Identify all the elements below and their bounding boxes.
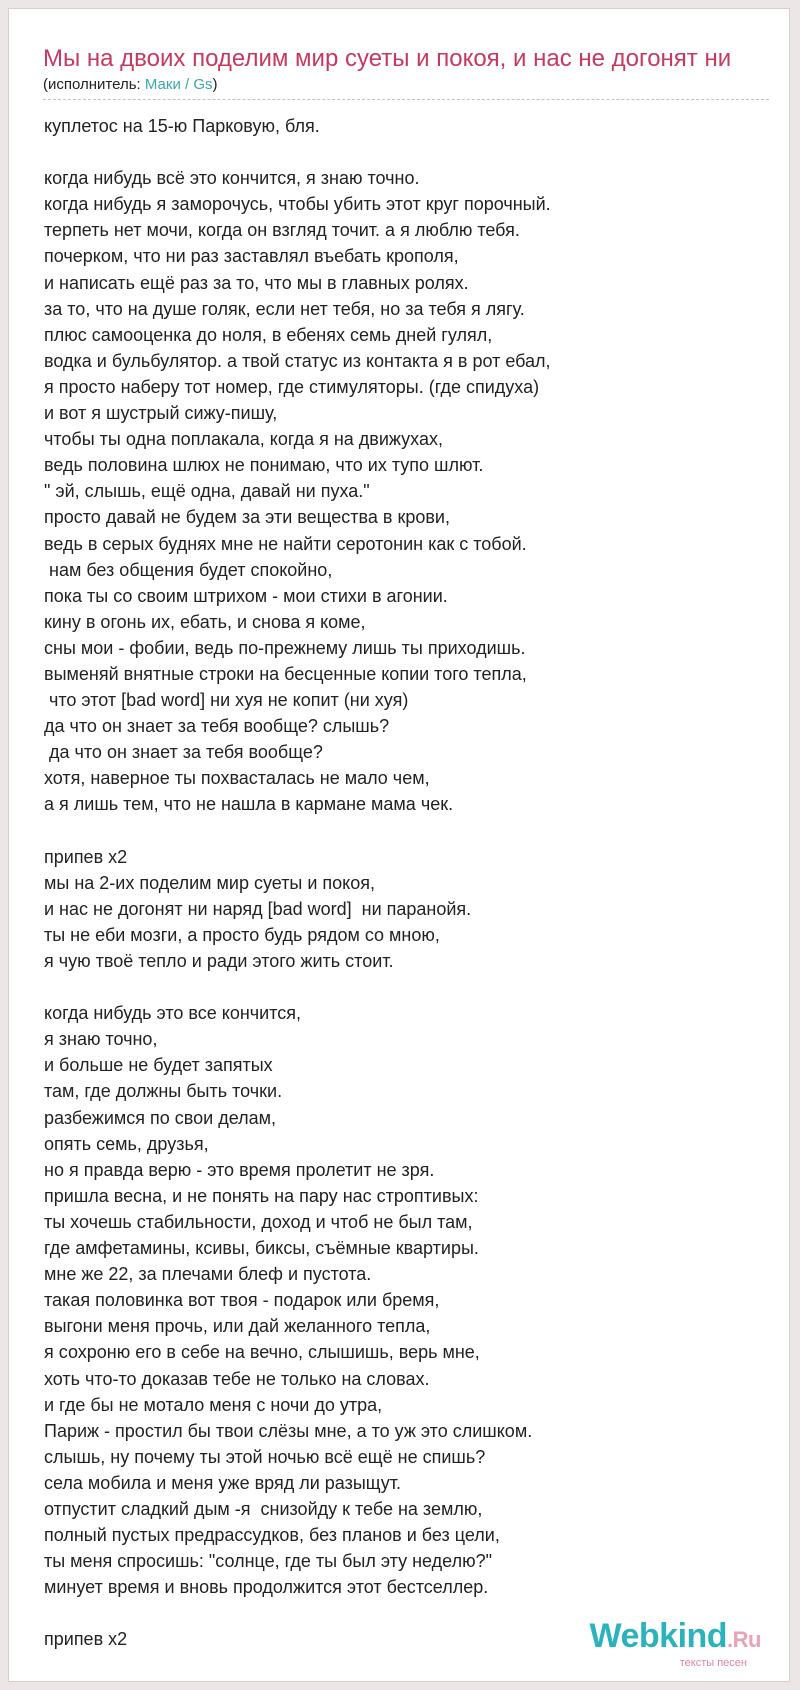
divider xyxy=(43,99,769,100)
logo-tagline: тексты песен xyxy=(679,1657,747,1669)
lyrics-text: куплетос на 15-ю Парковую, бля. когда нибудь всё это кончится, я знаю точно. когда нибудь я заморочусь, чтобы убить этот круг порочный. терпеть нет мочи, когда он взгляд точит. а я люблю тебя. почерком, что ни раз заставлял въебать крополя, и написать ещё раз за то, что мы в главных ролях. за то, что на душе голяк, если нет тебя, но за тебя я лягу. плюс самооценка до ноля, в ебенях семь дней гулял, водка и бульбулятор. а твой статус из контакта я в рот ебал, я просто наберу тот номер, где стимуляторы. (где спидуха) и вот я шустрый сижу-пишу, чтобы ты одна поплакала, когда я на движухах, ведь половина шлюх не понимаю, что их тупо шлют. " эй, слышь, ещё одна, давай ни пуха." просто давай не будем за эти вещества в крови, ведь в серых буднях мне не найти серотонин как с тобой. нам без общения будет спокойно, пока ты со своим штрихом - мои стихи в агонии. кину в огонь их, ебать, и снова я коме, сны мои - фобии, ведь по-прежнему лишь ты приходишь. выменяй внятные строки на бесценные копии того тепла, что этот [bad word] ни хуя не копит (ни хуя) да что он знает за тебя вообще? слышь? да что он знает за тебя вообще? хотя, наверное ты похвасталась не мало чем, а я лишь тем, что не нашла в кармане мама чек. припев x2 мы на 2-их поделим мир суеты и покоя, и нас не догонят ни наряд [bad word] ни паранойя. ты не еби мозги, а просто будь рядом со мною, я чую твоё тепло и ради этого жить стоит. когда нибудь это все кончится, я знаю точно, и больше не будет запятых там, где должны быть точки. разбежимся по свои делам, опять семь, друзья, но я правда верю - это время пролетит не зря. пришла весна, и не понять на пару нас строптивых: ты хочешь стабильности, доход и чтоб не был там, где амфетамины, ксивы, биксы, съёмные квартиры. мне же 22, за плечами блеф и пустота. такая половинка вот твоя - подарок или бремя, выгони меня прочь, или дай желанного тепла, я сохроню его в себе на вечно, слышишь, верь мне, хоть что-то доказав тебе не только на словах. и где бы не мотало меня с ночи до утра, Париж - простил бы твои слёзы мне, а то уж это слишком. слышь, ну почему ты этой ночью всё ещё не спишь? села мобила и меня уже вряд ли разыщут. отпустит сладкий дым -я снизойду к тебе на землю, полный пустых предрассудков, без планов и без цели, ты меня спросишь: "солнце, где ты был эту неделю?" минует время и вновь продолжится этот бестселлер. припев x2 xyxy=(44,116,551,1650)
artist-suffix: ) xyxy=(212,76,218,93)
site-logo[interactable] xyxy=(590,1619,762,1669)
page-title: Мы на двоих поделим мир суеты и покоя, и нас не догонят ни xyxy=(43,45,732,72)
lyrics-card xyxy=(8,8,790,1682)
logo-name: Webkind xyxy=(589,1617,728,1655)
artist-prefix: (исполнитель: xyxy=(43,76,145,93)
artist-line xyxy=(43,75,218,95)
logo-tld: .Ru xyxy=(727,1627,761,1652)
logo-wordmark xyxy=(590,1619,762,1657)
artist-link[interactable]: Маки / Gs xyxy=(144,76,213,93)
